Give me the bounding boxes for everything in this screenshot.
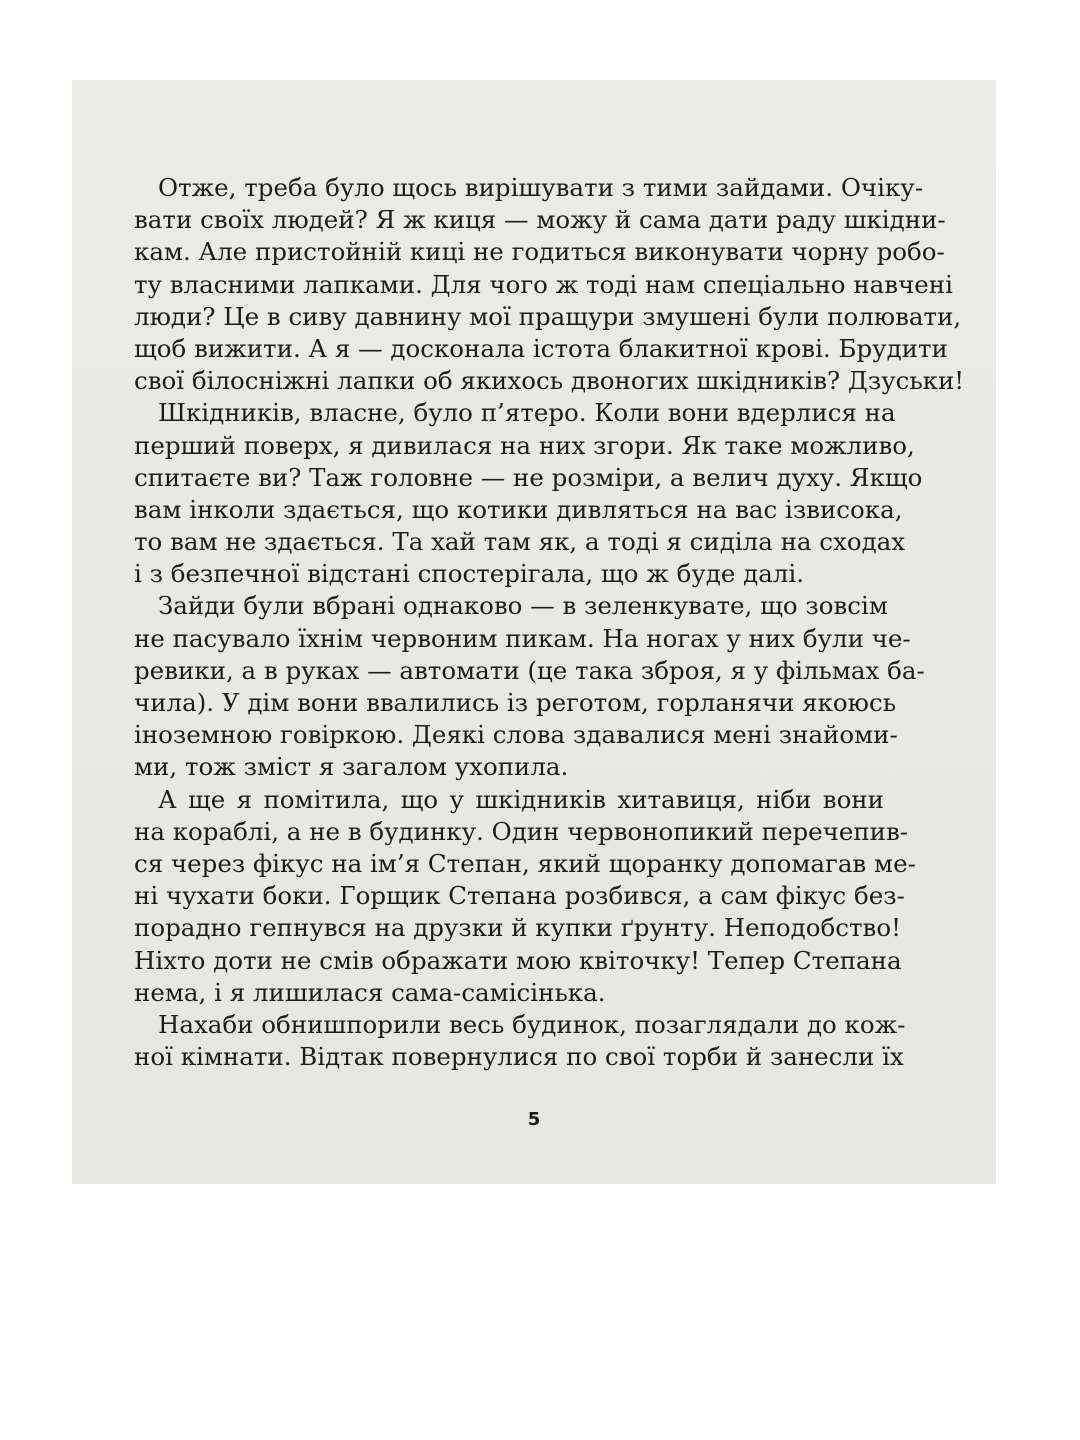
text-line: то вам не здається. Та хай там як, а тоді я сиділа на сходах <box>134 527 906 557</box>
text-line: на кораблі, а не в будинку. Один червонопикий перечепив- <box>134 816 909 846</box>
text-line: люди? Це в сиву давнину мої пращури змушені були полювати, <box>134 301 962 331</box>
text-line: кам. Але пристойній киці не годиться виконувати чорну робо- <box>134 237 945 267</box>
text-line: Ніхто доти не смів ображати мою квіточку! Тепер Степана <box>134 945 902 975</box>
text-line: Отже, треба було щось вирішувати з тими зайдами. Очіку- <box>158 173 923 202</box>
text-line: іноземною говіркою. Деякі слова здавалися мені знайоми- <box>134 720 898 750</box>
text-line: щоб вижити. А я — досконала істота блакитної крові. Брудити <box>134 333 948 363</box>
text-line: Шкідників, власне, було п’ятеро. Коли вони вдерлися на <box>158 398 896 428</box>
text-line: Нахаби обнишпорили весь будинок, позаглядали до кож- <box>158 1009 906 1039</box>
page-number: 5 <box>527 1109 541 1130</box>
text-line: А ще я помітила, що у шкідників хитавиця, ніби вони <box>158 784 884 814</box>
text-line: ту власними лапками. Для чого ж тоді нам спеціально навчені <box>134 269 953 299</box>
text-line: вати своїх людей? Я ж киця — можу й сама дати раду шкідни- <box>134 205 946 235</box>
text-line: нема, і я лишилася сама-самісінька. <box>134 977 606 1007</box>
text-line: не пасувало їхнім червоним пикам. На ногах у них були че- <box>134 623 911 653</box>
text-line: ні чухати боки. Горщик Степана розбився, а сам фікус без- <box>134 881 905 911</box>
text-line: ся через фікус на ім’я Степан, який щоранку допомагав ме- <box>134 848 916 878</box>
text-line: ревики, а в руках — автомати (це така зброя, я у фільмах ба- <box>134 655 925 685</box>
text-line: ної кімнати. Відтак повернулися по свої торби й занесли їх <box>134 1042 904 1072</box>
page-footer <box>72 0 996 1184</box>
text-line: вам інколи здається, що котики дивляться на вас ізвисока, <box>134 494 903 524</box>
text-line: перший поверх, я дивилася на них згори. Як таке можливо, <box>134 430 915 460</box>
text-line: ми, тож зміст я загалом ухопила. <box>134 752 569 782</box>
text-line: свої білосніжні лапки об якихось двоногих шкідників? Дзуськи! <box>134 366 965 396</box>
text-line: порадно гепнувся на друзки й купки ґрунту. Неподобство! <box>134 913 901 943</box>
text-line: Зайди були вбрані однаково — в зеленкувате, що зовсім <box>158 591 888 621</box>
text-line: чила). У дім вони ввалились із реготом, горланячи якоюсь <box>134 688 897 717</box>
text-line: і з безпечної відстані спостерігала, що ж буде далі. <box>134 559 805 589</box>
text-line: спитаєте ви? Таж головне — не розміри, а велич духу. Якщо <box>134 462 923 492</box>
